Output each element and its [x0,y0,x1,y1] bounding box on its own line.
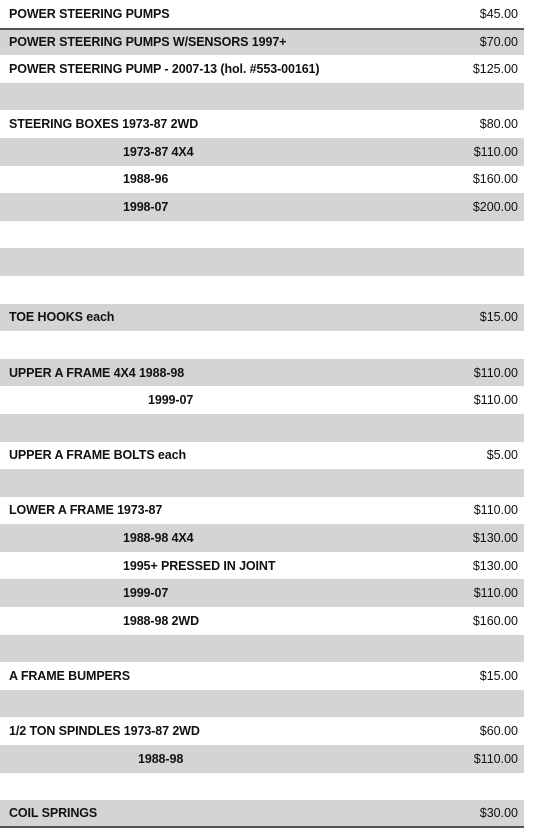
item-price: $80.00 [479,117,518,132]
item-label: POWER STEERING PUMPS [9,6,170,21]
item-price: $110.00 [473,503,518,518]
price-row [0,166,524,194]
item-price: $110.00 [473,365,518,380]
item-label: 1995+ PRESSED IN JOINT [123,558,276,573]
item-label: STEERING BOXES 1973-87 2WD [9,117,199,132]
price-row [0,193,524,221]
item-label: POWER STEERING PUMPS W/SENSORS 1997+ [9,35,287,50]
item-price: $110.00 [473,144,518,159]
empty-row [0,469,524,497]
empty-row [0,773,524,801]
item-label: 1988-98 2WD [123,613,200,628]
item-label: TOE HOOKS each [9,310,115,325]
item-price: $110.00 [473,393,518,408]
empty-row [0,331,524,359]
item-label: UPPER A FRAME 4X4 1988-98 [9,365,185,380]
item-price: $130.00 [472,531,518,546]
item-label: 1973-87 4X4 [123,144,194,159]
item-price: $15.00 [479,310,518,325]
item-price: $160.00 [472,172,518,187]
price-row [0,497,524,525]
item-price: $125.00 [472,61,518,76]
empty-row [0,635,524,663]
price-row [0,579,524,607]
price-row [0,745,524,773]
price-row [0,304,524,332]
price-row [0,607,524,635]
empty-row [0,276,524,304]
price-row [0,110,524,138]
item-price: $45.00 [479,6,518,21]
price-row [0,0,524,28]
item-price: $110.00 [473,586,518,601]
price-row [0,386,524,414]
item-label: COIL SPRINGS [9,806,98,821]
item-price: $110.00 [473,751,518,766]
item-price: $15.00 [479,669,518,684]
item-price: $70.00 [479,35,518,50]
item-label: 1999-07 [123,586,169,601]
price-row [0,552,524,580]
price-row [0,524,524,552]
item-price: $5.00 [486,448,518,463]
price-row [0,138,524,166]
empty-row [0,414,524,442]
empty-row [0,221,524,249]
empty-row [0,83,524,111]
item-price: $60.00 [479,724,518,739]
price-row [0,442,524,470]
item-price: $200.00 [472,199,518,214]
price-row [0,359,524,387]
item-label: 1988-98 [138,751,184,766]
item-label: LOWER A FRAME 1973-87 [9,503,163,518]
empty-row [0,248,524,276]
item-label: 1988-96 [123,172,169,187]
item-price: $130.00 [472,558,518,573]
price-row [0,55,524,83]
item-label: A FRAME BUMPERS [9,669,130,684]
item-label: 1998-07 [123,199,169,214]
price-row [0,662,524,690]
item-label: POWER STEERING PUMP - 2007-13 (hol. #553-00161) [9,61,320,76]
price-row [0,800,524,828]
price-row [0,717,524,745]
item-price: $30.00 [479,806,518,821]
item-label: 1988-98 4X4 [123,531,194,546]
item-label: 1/2 TON SPINDLES 1973-87 2WD [9,724,200,739]
item-label: UPPER A FRAME BOLTS each [9,448,187,463]
item-label: 1999-07 [148,393,194,408]
price-row [0,28,524,56]
empty-row [0,690,524,718]
item-price: $160.00 [472,613,518,628]
